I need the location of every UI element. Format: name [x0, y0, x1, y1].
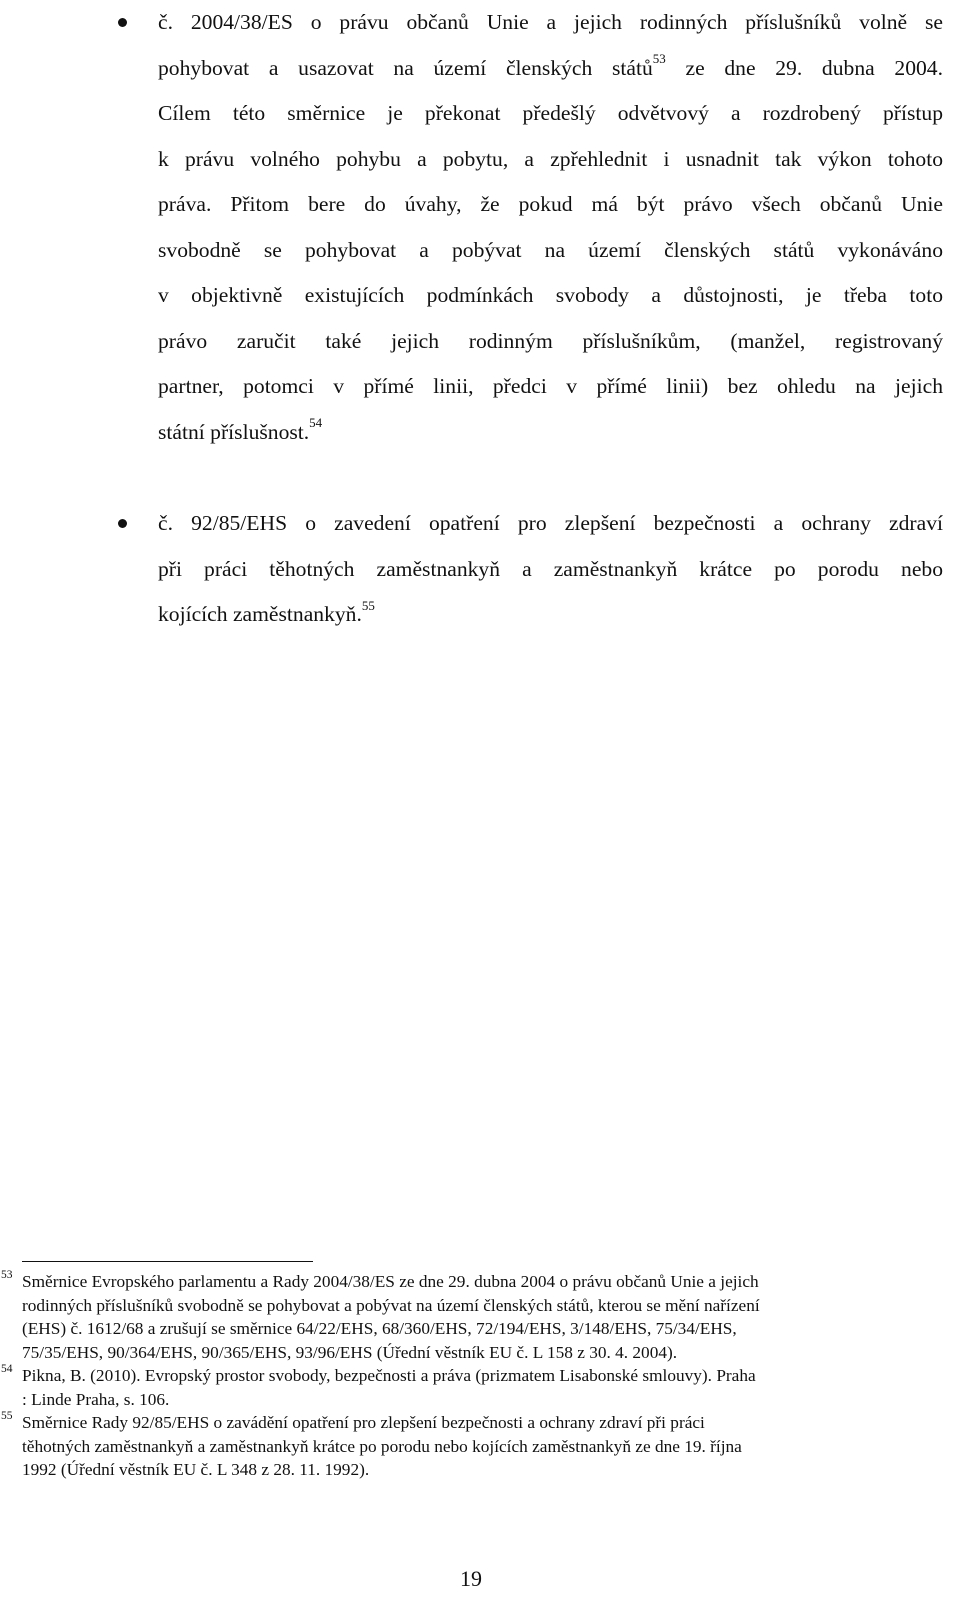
- bullet-dot-icon: [118, 519, 127, 528]
- text-line: č. 2004/38/ES o právu občanů Unie a jejich rodinných příslušníků volně se: [158, 10, 943, 34]
- text-line: k právu volného pohybu a pobytu, a zpřehlednit i usnadnit tak výkon tohoto: [158, 146, 943, 171]
- footnote-line: 75/35/EHS, 90/364/EHS, 90/365/EHS, 93/96/EHS (Úřední věstník EU č. L 158 z 30. 4. 2004).: [22, 1342, 678, 1362]
- text-line: práva. Přitom bere do úvahy, že pokud má být právo všech občanů Unie: [158, 192, 943, 216]
- text-line: Cílem této směrnice je překonat předešlý odvětvový a rozdrobený přístup: [158, 101, 943, 125]
- footnote-number: 53: [1, 1269, 13, 1281]
- text-line: pohybovat a usazovat na území členských států$^{53}$ ze dne 29. dubna 2004.: [158, 51, 943, 80]
- footnote-ref-53[interactable]: 53: [652, 51, 666, 67]
- footnote-number: 54: [1, 1363, 13, 1375]
- footnote-line: (EHS) č. 1612/68 a zrušují se směrnice 64/22/EHS, 68/360/EHS, 72/194/EHS, 3/148/EHS, 75/34/EHS,: [22, 1319, 737, 1338]
- footnote-line: Pikna, B. (2010). Evropský prostor svobody, bezpečnosti a práva (prizmatem Lisabonské smlouvy). Praha: [22, 1366, 756, 1385]
- text-line: č. 92/85/EHS o zavedení opatření pro zlepšení bezpečnosti a ochrany zdraví: [158, 511, 943, 535]
- text-line: v objektivně existujících podmínkách svobody a důstojnosti, je třeba toto: [158, 283, 943, 307]
- footnote-line: rodinných příslušníků svobodně se pohybovat a pobývat na území členských států, kterou se mění nařízení: [22, 1295, 760, 1315]
- text-line: kojících zaměstnankyň.$^{55}$: [158, 597, 375, 626]
- footnote-53: [1, 1269, 937, 1364]
- footnote-54: [1, 1363, 937, 1411]
- footnote-line: Směrnice Rady 92/85/EHS o zavádění opatření pro zlepšení bezpečnosti a ochrany zdraví při práci: [22, 1413, 705, 1432]
- text-line: právo zaručit také jejich rodinným příslušníkům, (manžel, registrovaný: [158, 328, 943, 353]
- footnote-ref-54[interactable]: 54: [309, 415, 323, 431]
- bullet-directive-2004-38: [158, 0, 943, 455]
- footnote-line: Směrnice Evropského parlamentu a Rady 2004/38/ES ze dne 29. dubna 2004 o právu občanů Unie a jejich: [22, 1272, 759, 1291]
- text-line: svobodně se pohybovat a pobývat na území členských států vykonáváno: [158, 237, 943, 262]
- footnote-ref-55[interactable]: 55: [361, 597, 375, 613]
- footnote-number: 55: [1, 1410, 13, 1422]
- footnote-line: 1992 (Úřední věstník EU č. L 348 z 28. 11. 1992).: [22, 1460, 370, 1479]
- page-number: 19: [460, 1566, 482, 1591]
- footnote-separator: [22, 1261, 313, 1262]
- bullet-dot-icon: [118, 18, 127, 27]
- text-line: partner, potomci v přímé linii, předci v přímé linii) bez ohledu na jejich: [158, 374, 943, 398]
- text-line: při práci těhotných zaměstnankyň a zaměstnankyň krátce po porodu nebo: [158, 556, 943, 581]
- footnote-line: : Linde Praha, s. 106.: [22, 1389, 170, 1409]
- footnote-55: [1, 1410, 937, 1482]
- text-line: státní příslušnost.$^{54}$: [158, 415, 323, 444]
- bullet-directive-92-85: [158, 501, 943, 638]
- footnote-line: těhotných zaměstnankyň a zaměstnankyň krátce po porodu nebo kojících zaměstnankyň ze dne 19. října: [22, 1436, 742, 1456]
